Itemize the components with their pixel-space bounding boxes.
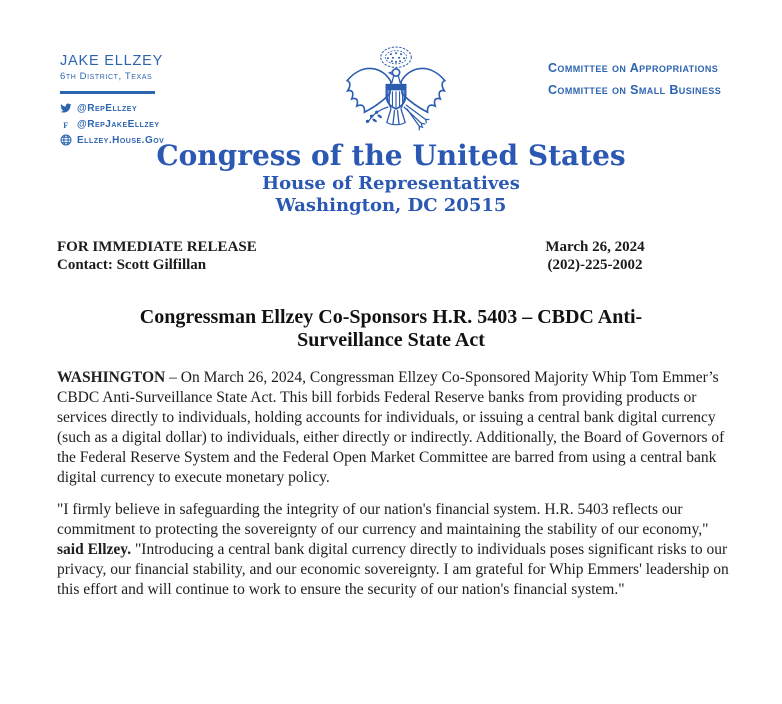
congress-title: Congress of the United States (156, 139, 626, 172)
paragraph-1-text: – On March 26, 2024, Congressman Ellzey Co-Sponsored Majority Whip Tom Emmer’s CBDC Anti-Surveillance State Act. This bill forbids Federal Reserve banks from providing products or services directly to individuals, holding accounts for individuals, or issuing a central bank digital currency (such as a digital dollar) to individuals, either directly or indirectly. Additionally, the Board of Governors of the Federal Reserve System and the Federal Open Market Committee are barred from using a central bank digital currency to execute monetary policy. (57, 369, 725, 486)
twitter-icon (60, 102, 72, 114)
committee-small-business: Committee on Small Business (548, 83, 722, 97)
house-subtitle: House of Representatives (262, 173, 520, 194)
twitter-handle: @RepEllzey (77, 102, 138, 114)
release-info-row (57, 238, 733, 274)
for-immediate-release-label: FOR IMMEDIATE RELEASE (57, 239, 257, 255)
social-row-facebook (60, 118, 164, 130)
facebook-handle: @RepJakeEllzey (77, 118, 160, 130)
quote-part-2: "Introducing a central bank digital currency directly to individuals poses significant risks to our privacy, our financial stability, and our economic sovereignty. I am grateful for Whip Emmers' leadership on this effort and will continue to work to ensure the security of our nation's financial system." (57, 541, 729, 598)
member-identity-block (60, 53, 164, 150)
committee-list (548, 57, 721, 101)
release-date: March 26, 2024 (545, 239, 645, 255)
committee-appropriations: Committee on Appropriations (548, 61, 719, 75)
divider-rule (60, 91, 155, 94)
social-row-twitter (60, 102, 164, 114)
release-right-block (533, 238, 657, 274)
congress-block (0, 141, 782, 216)
contact-phone: (202)-225-2002 (547, 257, 643, 273)
member-district: 6th District, Texas (60, 71, 153, 82)
member-name: JAKE ELLZEY (60, 53, 164, 69)
body-paragraph-2 (57, 500, 735, 600)
body-paragraph-1 (57, 368, 735, 488)
website-url: Ellzey.House.Gov (77, 134, 165, 146)
quote-part-1: "I firmly believe in safeguarding the integrity of our nation's financial system. H.R. 5403 reflects our commitment to protecting the sovereignty of our currency and maintaining the stability of our economy," (57, 501, 709, 538)
dateline-lead: WASHINGTON (57, 369, 166, 386)
said-ellzey-attribution: said Ellzey. (57, 541, 132, 558)
great-seal-eagle-icon (340, 44, 452, 142)
press-release-body (57, 368, 735, 600)
contact-line: Contact: Scott Gilfillan (57, 257, 207, 273)
washington-address: Washington, DC 20515 (275, 195, 507, 216)
facebook-icon: f (63, 117, 69, 131)
press-release-headline: Congressman Ellzey Co-Sponsors H.R. 5403 – CBDC Anti-Surveillance State Act (139, 306, 643, 351)
